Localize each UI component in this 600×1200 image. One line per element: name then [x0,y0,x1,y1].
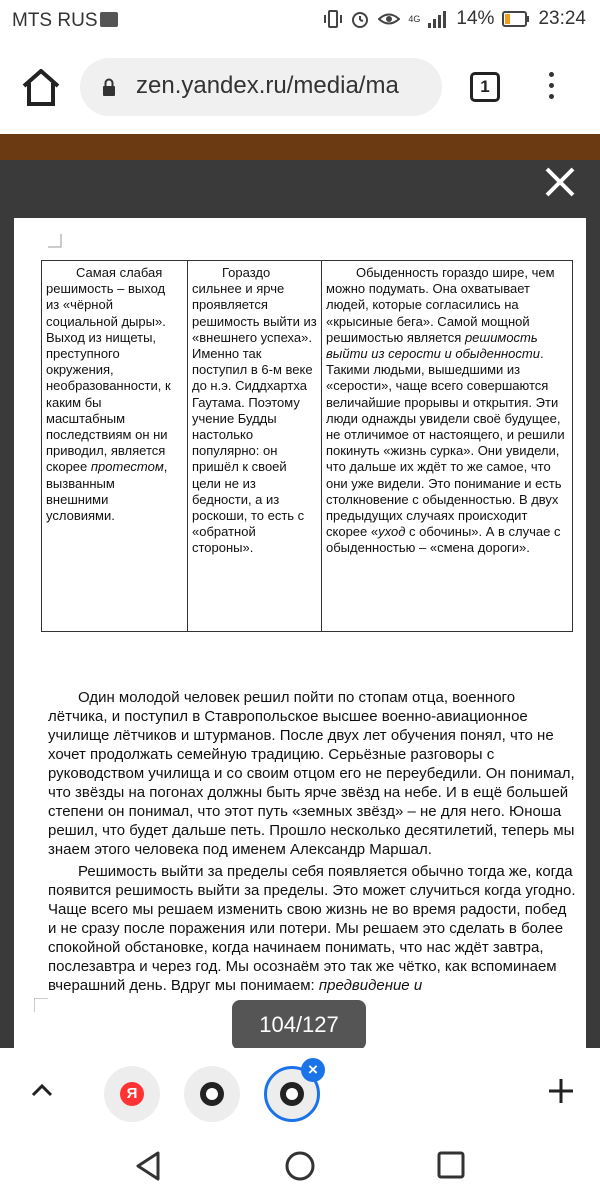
battery-percent: 14% [456,8,495,29]
page-corner-mark [48,234,62,248]
vibrate-icon [324,9,342,29]
page-counter: 104/127 [232,1000,366,1050]
image-notification-icon [100,12,118,27]
lock-icon [102,78,116,96]
clock: 23:24 [538,8,586,29]
browser-toolbar [0,42,600,134]
paragraph: Один молодой человек решил пойти по стопам отца, военного лётчика, и поступил в Ставропольское высшее военно-авиационное училище лётчиков и штурманов. После двух лет обучения понял, что не хочет продолжать семейную традицию. Серьёзные разговоры с руководством училища и со своим отцом его не переубедили. Он понимал, что звёзды на погонах должны быть ярче звёзд на небе. И в ещё большей степени он понимал, что этот путь «земных звёзд» – не для него. Юноша решил, что будет дальше петь. Прошло несколько десятилетий, теперь мы знаем этого человека под именем Александр Маршал. [48,689,575,858]
table-divider [321,261,322,631]
yandex-logo-icon: Я [120,1082,144,1106]
zen-logo-icon [200,1082,224,1106]
address-bar[interactable] [80,58,442,116]
comparison-table [41,260,573,632]
signal-icon [428,10,448,28]
battery-icon [502,11,530,27]
tab-zen[interactable] [184,1066,240,1122]
tab-yandex[interactable] [104,1066,160,1122]
tab-toolbar [0,1048,600,1136]
menu-icon[interactable] [548,72,556,104]
back-icon[interactable] [134,1150,164,1182]
recents-icon[interactable] [436,1150,466,1180]
zen-logo-icon [280,1082,304,1106]
url-text: zen.yandex.ru/media/ma [136,72,399,99]
plus-icon[interactable] [546,1076,576,1106]
tabs-icon[interactable]: 1 [470,72,500,102]
network-type: 4G [408,13,421,24]
status-bar [0,0,600,42]
chevron-up-icon[interactable] [28,1076,56,1104]
document-viewer [0,134,600,1048]
paragraph: Решимость выйти за пределы себя появляется обычно тогда же, когда появится решимость выйти за пределы. Это может случиться когда угодно. Чаще всего мы решаем изменить свою жизнь не во время радости, побед и не сразу после поражения или потери. Мы решаем это сделать в более спокойной обстановке, когда начинаем понимать, что нас ждёт завтра, послезавтра и через год. Мы осознаём это так же чётко, как вспоминаем вчерашний день. Вдруг мы понимаем: предвидение и [48,863,576,994]
table-cell-weak: Самая слабая решимость – выход из «чёрной социальной дыры». Выход из нищеты, преступного окружения, необразованности, к каким бы масштабным последствиям он ни приводил, является скорее протестом, вызванным внешними условиями. [46,265,171,524]
article-header-strip [0,134,600,160]
table-cell-stronger: Гораздо сильнее и ярче проявляется решимость выйти из «внешнего успеха». Именно так поступил в 6-м веке до н.э. Сиддхартха Гаутама. Поэтому учение Будды настолько популярно: он пришёл к своей цели не из бедности, а из роскоши, то есть с «обратной стороны». [192,265,317,556]
table-divider [187,261,188,631]
page-corner-mark [34,998,48,1012]
table-cell-ordinary: Обыденность гораздо шире, чем можно подумать. Она охватывает людей, которые согласились на «крысиные бега». Самой мощной решимостью является решимость выйти из серости и обыденности. Такими людьми, вышедшими из «серости», чаще всего совершаются величайшие прорывы и открытия. Эти люди однажды увидели своё будущее, не отличимое от настоящего, и решили покинуть «жизнь сурка». Они увидели, что дальше их ждёт то же самое, что они уже видели. Это понимание и есть столкновение с обыденностью. В двух предыдущих случаях происходит скорее «уход с обочины». А в случае с обыденностью – «смена дороги». [326,265,565,556]
carrier-name: MTS RUS [12,10,98,31]
system-nav-bar [0,1136,600,1200]
close-tab-badge[interactable]: × [301,1058,325,1082]
document-page [14,218,586,1048]
eye-icon [378,9,400,29]
alarm-icon [350,9,370,29]
home-icon[interactable] [18,64,64,110]
close-icon[interactable] [540,162,580,202]
home-circle-icon[interactable] [284,1150,316,1182]
